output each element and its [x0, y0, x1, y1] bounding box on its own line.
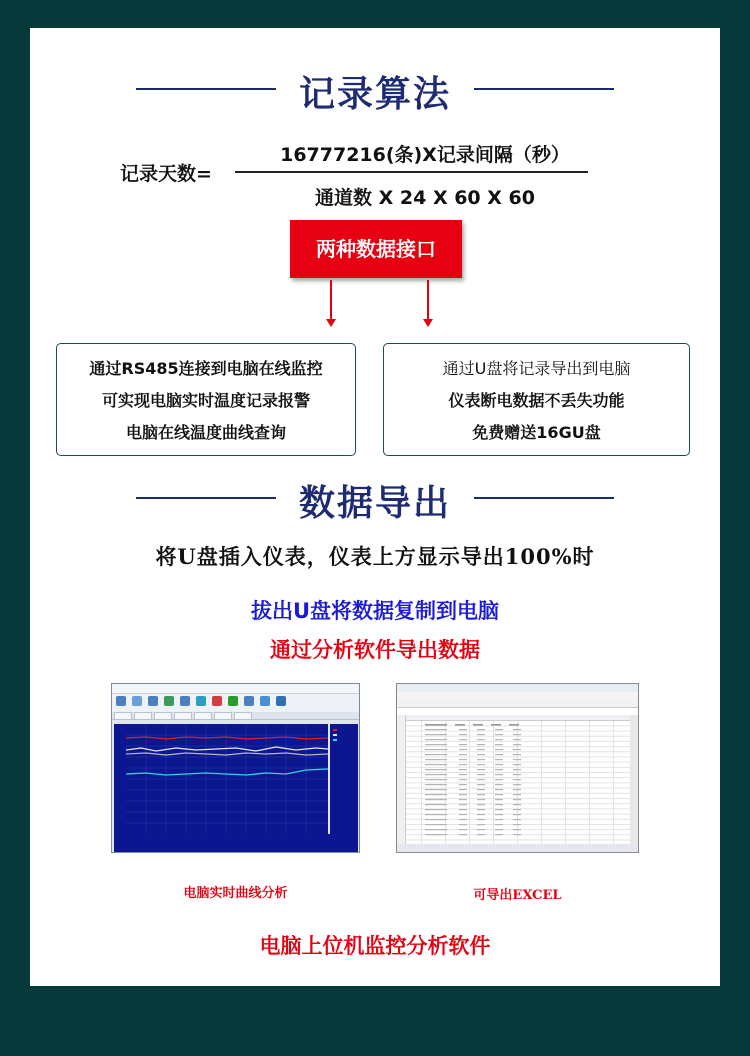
curve-red	[126, 737, 328, 739]
content-card	[30, 28, 720, 986]
rs485-info-box	[56, 343, 356, 456]
arrow-left-line	[330, 280, 332, 320]
usb-line-3: 免费赠送16GU盘	[472, 423, 601, 442]
rs485-line-3: 电脑在线温度曲线查询	[125, 423, 286, 442]
excel-titlebar	[397, 684, 638, 692]
formula-numerator: 16777216(条)X记录间隔（秒）	[280, 144, 570, 166]
section-title-algorithm: 记录算法	[298, 74, 451, 115]
rs485-line-1: 通过RS485连接到电脑在线监控	[89, 359, 323, 378]
arrow-left-head	[326, 319, 336, 327]
heading-rule-left	[136, 88, 276, 90]
export-step-3: 通过分析软件导出数据	[270, 638, 480, 662]
curve-svg	[126, 724, 328, 834]
excel-scrollbar	[630, 715, 638, 845]
excel-export-screenshot	[396, 683, 639, 853]
caption-excel-export: 可导出EXCEL	[473, 888, 562, 903]
curve-gray	[126, 753, 328, 755]
excel-toolbar	[397, 698, 638, 708]
arrow-right-head	[423, 319, 433, 327]
section-title-export: 数据导出	[298, 483, 451, 524]
plot-legend	[330, 724, 358, 834]
caption-curve-analysis: 电脑实时曲线分析	[183, 886, 288, 901]
excel-column-header	[397, 715, 631, 721]
export-step-2: 拔出U盘将数据复制到电脑	[250, 599, 500, 623]
app-toolbar	[112, 694, 359, 712]
arrow-right-line	[427, 280, 429, 320]
footer-software-title: 电脑上位机监控分析软件	[259, 934, 491, 958]
app-tabs	[112, 712, 359, 720]
monitoring-software-screenshot	[111, 683, 360, 853]
heading2-rule-left	[136, 497, 276, 499]
excel-row-header	[397, 715, 406, 845]
fraction-line	[235, 171, 588, 173]
usb-line-1: 通过U盘将记录导出到电脑	[442, 359, 631, 378]
export-step-1: 将U盘插入仪表，仪表上方显示导出100%时	[155, 544, 595, 569]
heading2-rule-right	[474, 497, 614, 499]
usb-info-box	[383, 343, 690, 456]
excel-data-block	[425, 722, 565, 842]
data-interfaces-badge: 两种数据接口	[290, 220, 462, 278]
usb-line-2: 仪表断电数据不丢失功能	[448, 391, 625, 410]
plot-y-axis	[114, 724, 126, 834]
rs485-line-2: 可实现电脑实时温度记录报警	[101, 391, 310, 410]
plot-x-axis	[114, 834, 358, 852]
formula-denominator: 通道数 X 24 X 60 X 60	[315, 187, 535, 209]
temperature-curve-plot	[126, 724, 328, 834]
curve-cyan	[126, 769, 328, 775]
excel-statusbar	[397, 844, 638, 852]
formula-label: 记录天数=	[120, 163, 212, 185]
app-titlebar	[112, 684, 359, 694]
curve-white	[126, 747, 328, 751]
heading-rule-right	[474, 88, 614, 90]
